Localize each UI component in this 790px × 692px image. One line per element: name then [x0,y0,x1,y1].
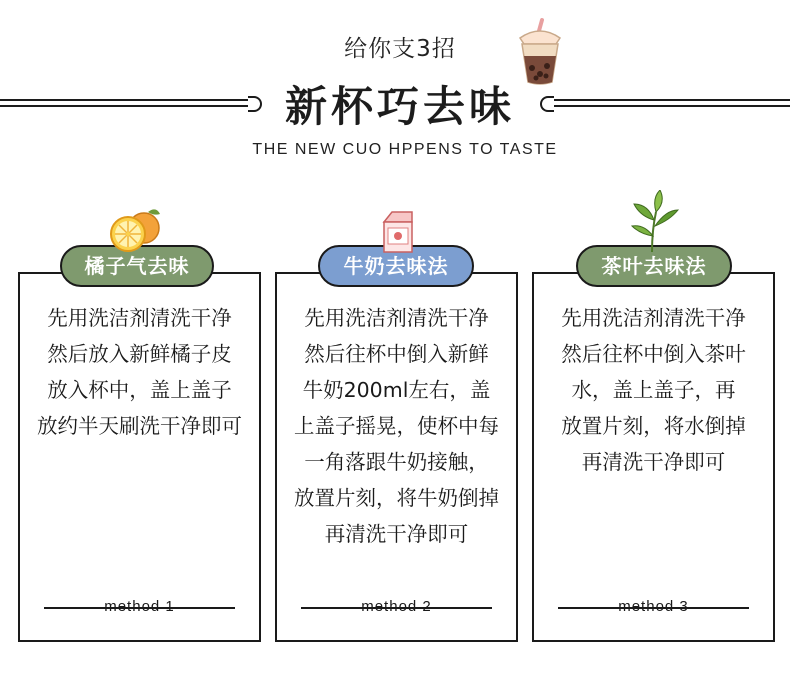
method-label-text: method 3 [618,598,689,615]
title-rule-left [0,97,258,111]
english-tagline: THE NEW CUO HPPENS TO TASTE [252,141,558,158]
method-label [44,596,235,616]
method-card-milk [275,272,518,642]
method-card-tea [532,272,775,642]
title-rule-right [544,97,790,111]
page-title: 新杯巧去味 [284,82,515,131]
tea-sprout-icon [622,190,682,252]
method-card-orange [18,272,261,642]
method-label-text: method 2 [361,598,432,615]
card-label-tea: 茶叶去味法 [576,245,732,287]
card-label-orange: 橘子气去味 [60,245,214,287]
header-subtitle: 给你支3招 [344,36,456,62]
method-label [558,596,749,616]
card-text: 先用洗洁剂清洗干净 然后往杯中倒入茶叶 水，盖上盖子，再 放置片刻，将水倒掉 再清洗干净即可 [561,306,746,474]
card-label-milk: 牛奶去味法 [318,245,474,287]
method-label [301,596,492,616]
card-text: 先用洗洁剂清洗干净 然后放入新鲜橘子皮 放入杯中，盖上盖子 放约半天刷洗干净即可 [37,306,242,438]
milk-carton-icon [378,210,418,254]
orange-slice-icon [108,206,164,254]
method-label-text: method 1 [104,598,175,615]
card-text: 先用洗洁剂清洗干净 然后往杯中倒入新鲜 牛奶200ml左右，盖 上盖子摇晃，使杯中每 一角落跟牛奶接触， 放置片刻，将牛奶倒掉 再清洗干净即可 [294,306,499,546]
